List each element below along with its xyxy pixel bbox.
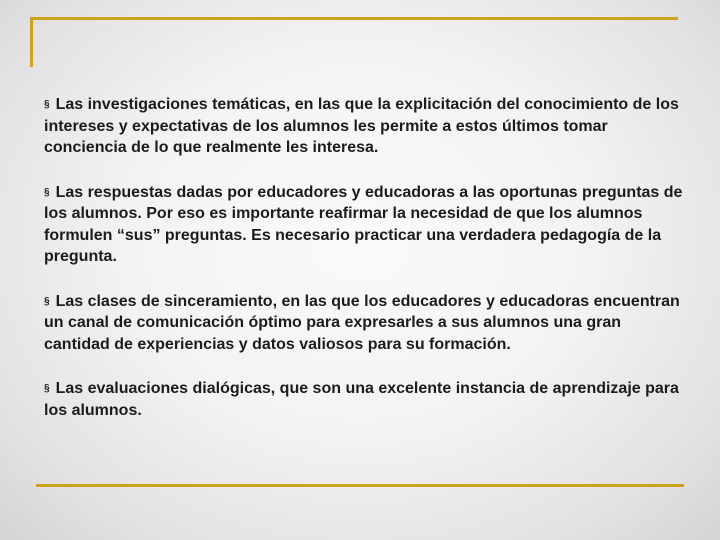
- bullet-marker-icon: §: [44, 383, 50, 394]
- bullet-item-evaluaciones: [44, 378, 684, 421]
- bullet-list: [44, 94, 684, 444]
- bottom-accent-rule: [36, 484, 684, 487]
- bullet-marker-icon: §: [44, 186, 50, 198]
- bullet-item-respuestas: [44, 182, 684, 268]
- bullet-text: Las investigaciones temáticas, en las que la explicitación del conocimiento de los intereses y expectativas de los alumnos les permite a estos últimos tomar conciencia de lo que realmente les interesa.: [44, 96, 679, 156]
- left-accent-rule: [30, 17, 33, 67]
- bullet-text: Las clases de sinceramiento, en las que los educadores y educadoras encuentran un canal de comunicación óptimo para expresarles a sus alumnos una gran cantidad de experiencias y datos valiosos para su formación.: [44, 292, 680, 353]
- bullet-text: Las respuestas dadas por educadores y educadoras a las oportunas preguntas de los alumnos. Por eso es importante reafirmar la necesidad de que los alumnos formulen “sus” preguntas. Es necesario practicar una verdadera pedagogía de la pregunta.: [44, 183, 683, 265]
- bullet-marker-icon: §: [44, 295, 50, 307]
- bullet-item-investigaciones: [44, 94, 684, 159]
- bullet-text: Las evaluaciones dialógicas, que son una excelente instancia de aprendizaje para los alumnos.: [44, 380, 679, 419]
- bullet-item-sinceramiento: [44, 291, 684, 356]
- top-accent-rule: [30, 17, 678, 20]
- bullet-marker-icon: §: [44, 99, 50, 110]
